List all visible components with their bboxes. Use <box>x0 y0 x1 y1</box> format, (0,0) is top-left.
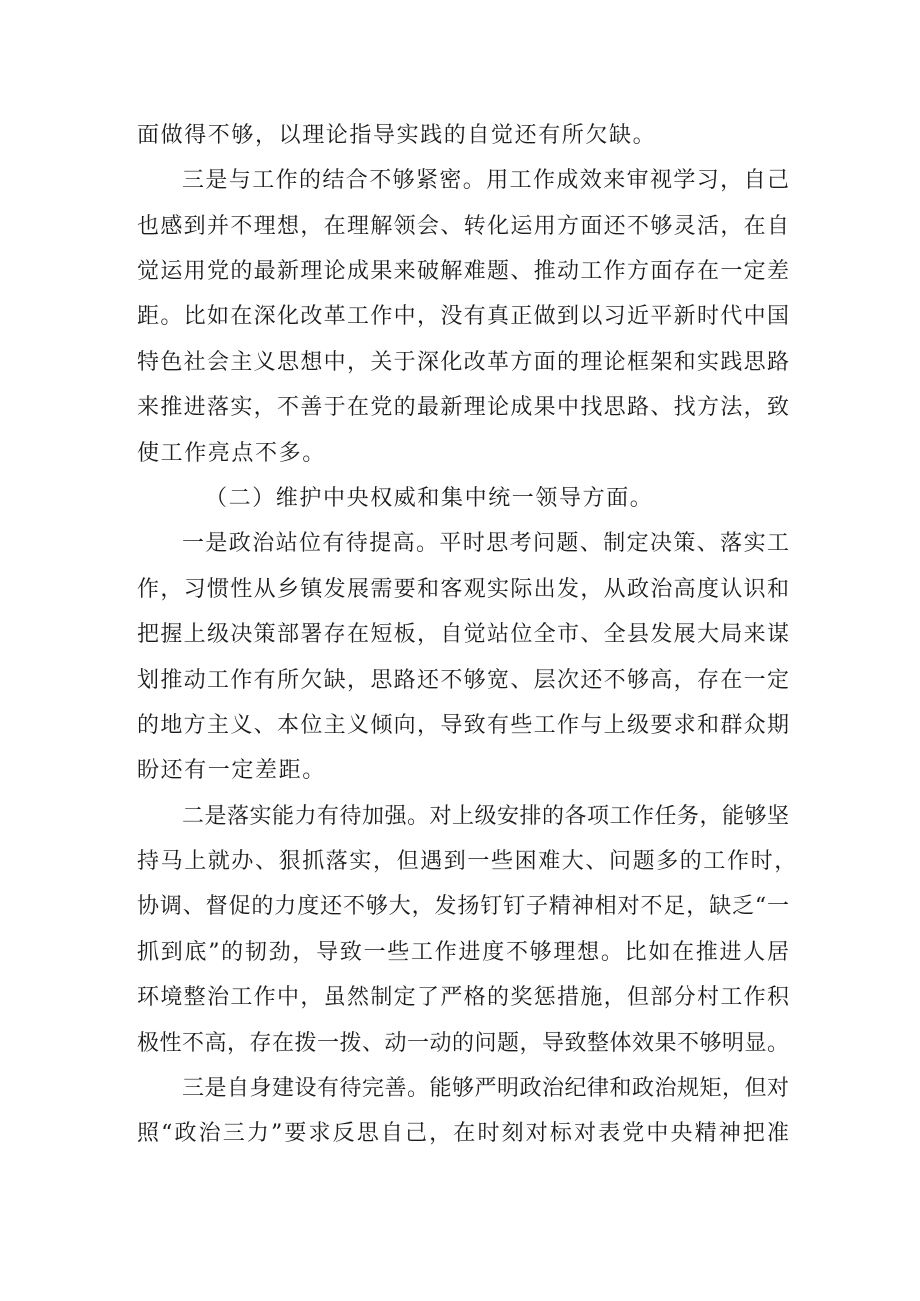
text-line: 环境整治工作中，虽然制定了严格的奖惩措施，但部分村工作积 <box>137 985 789 1010</box>
text-line: 一是政治站位有待提高。平时思考问题、制定决策、落实工 <box>182 531 789 556</box>
text-line: 极性不高，存在拨一拨、动一动的问题，导致整体效果不够明显。 <box>137 1031 789 1056</box>
text-line: 划推动工作有所欠缺，思路还不够宽、层次还不够高，存在一定 <box>137 668 789 693</box>
text-line: 抓到底”的韧劲，导致一些工作进度不够理想。比如在推进人居 <box>137 940 789 965</box>
text-line: 把握上级决策部署存在短板，自觉站位全市、全县发展大局来谋 <box>137 622 789 647</box>
text-line: 特色社会主义思想中，关于深化改革方面的理论框架和实践思路 <box>137 350 789 375</box>
text-line: 距。比如在深化改革工作中，没有真正做到以习近平新时代中国 <box>137 304 789 329</box>
text-line: 作，习惯性从乡镇发展需要和客观实际出发，从政治高度认识和 <box>137 577 789 602</box>
text-line: 协调、督促的力度还不够大，发扬钉钉子精神相对不足，缺乏“一 <box>137 894 789 919</box>
text-line: 来推进落实，不善于在党的最新理论成果中找思路、找方法，致 <box>137 395 789 420</box>
text-line: 也感到并不理想，在理解领会、转化运用方面还不够灵活，在自 <box>137 214 789 239</box>
text-line: 盼还有一定差距。 <box>137 758 326 783</box>
text-line: 三是自身建设有待完善。能够严明政治纪律和政治规矩，但对 <box>182 1076 789 1101</box>
text-line: 使工作亮点不多。 <box>137 441 326 466</box>
text-line: 三是与工作的结合不够紧密。用工作成效来审视学习，自己 <box>182 168 789 193</box>
text-line: 照“政治三力”要求反思自己，在时刻对标对表党中央精神把准 <box>137 1121 789 1146</box>
text-line: 的地方主义、本位主义倾向，导致有些工作与上级要求和群众期 <box>137 713 789 738</box>
section-heading: （二）维护中央权威和集中统一领导方面。 <box>205 486 654 511</box>
text-line: 二是落实能力有待加强。对上级安排的各项工作任务，能够坚 <box>182 804 789 829</box>
text-line: 持马上就办、狠抓落实，但遇到一些困难大、问题多的工作时， <box>137 849 798 874</box>
text-line: 面做得不够，以理论指导实践的自觉还有所欠缺。 <box>137 123 657 148</box>
text-line: 觉运用党的最新理论成果来破解难题、推动工作方面存在一定差 <box>137 259 789 284</box>
